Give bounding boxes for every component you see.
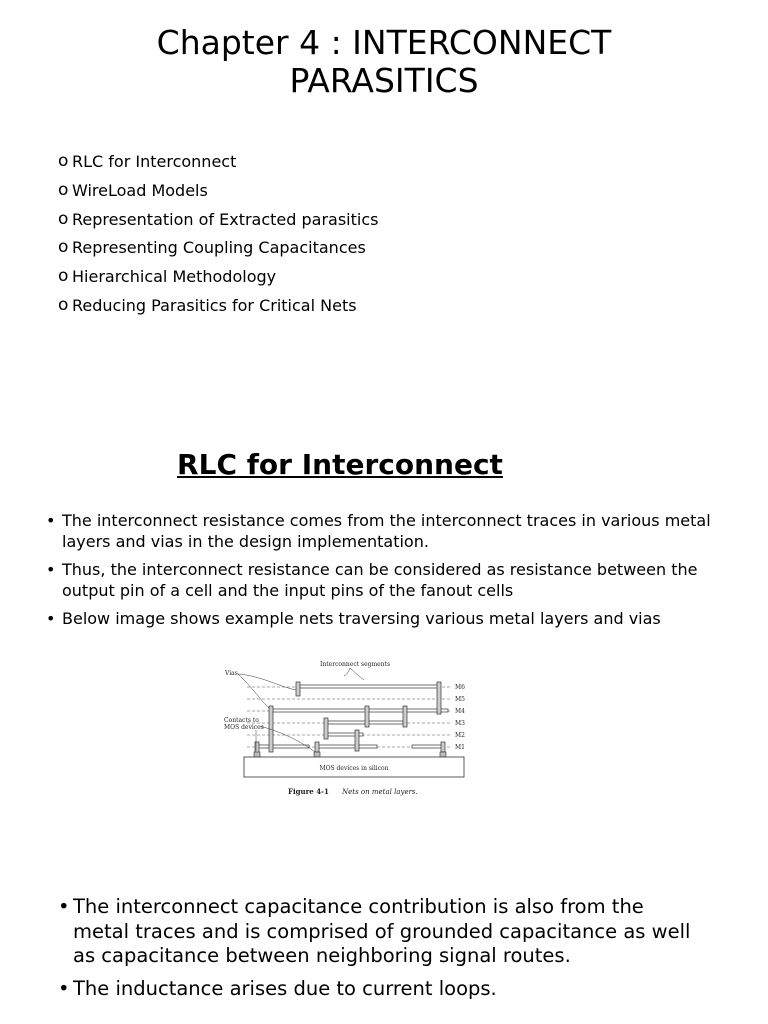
list-item bbox=[58, 208, 378, 237]
slide-2-title: RLC for Interconnect bbox=[177, 448, 503, 481]
list-item bbox=[58, 179, 378, 208]
circle-bullet-icon: o bbox=[58, 151, 69, 171]
layer-label-m4: M4 bbox=[455, 708, 465, 715]
list-item-text: The interconnect capacitance contribution is also from the metal traces and is comprised of grounded capacitance as well as capacitance between neighboring signal routes. bbox=[73, 895, 691, 967]
list-item-text: The interconnect resistance comes from the interconnect traces in various metal layers and vias in the design implementation. bbox=[62, 511, 711, 551]
bullet-icon: • bbox=[58, 976, 70, 1000]
capacitance-bullet-list bbox=[58, 895, 698, 1009]
list-item-text: Reducing Parasitics for Critical Nets bbox=[72, 295, 357, 315]
layer-label-m1: M1 bbox=[455, 744, 465, 751]
circle-bullet-icon: o bbox=[58, 266, 69, 287]
vias-label: Vias bbox=[225, 670, 238, 677]
layer-label-m2: M2 bbox=[455, 732, 465, 739]
nets-on-metal-layers-figure bbox=[222, 642, 488, 810]
list-item-text: Hierarchical Methodology bbox=[72, 267, 277, 287]
list-item-text: The inductance arises due to current loops. bbox=[73, 976, 497, 1000]
list-item bbox=[58, 294, 378, 323]
chapter-topic-list bbox=[58, 150, 378, 323]
list-item bbox=[44, 559, 734, 601]
slide-2 bbox=[0, 380, 768, 1024]
bullet-icon: • bbox=[46, 511, 56, 530]
list-item bbox=[58, 977, 698, 1002]
layer-label-m5: M5 bbox=[455, 696, 465, 703]
contacts-label-2: MOS devices bbox=[224, 724, 264, 731]
segments-label: Interconnect segments bbox=[320, 661, 391, 668]
list-item bbox=[58, 150, 378, 179]
list-item-text: Representation of Extracted parasitics bbox=[72, 209, 379, 229]
list-item bbox=[44, 608, 734, 629]
bullet-icon: • bbox=[58, 895, 70, 918]
list-item-text: Below image shows example nets traversing various metal layers and vias bbox=[62, 609, 661, 628]
layer-label-m3: M3 bbox=[455, 720, 465, 727]
silicon-label: MOS devices in silicon bbox=[319, 765, 389, 772]
list-item bbox=[58, 236, 378, 265]
title-line-1: Chapter 4 : INTERCONNECT bbox=[156, 23, 612, 62]
circle-bullet-icon: o bbox=[58, 237, 69, 258]
title-line-2: PARASITICS bbox=[289, 61, 479, 100]
slide-1-title bbox=[0, 24, 768, 100]
list-item-text: RLC for Interconnect bbox=[72, 152, 237, 171]
bullet-icon: • bbox=[46, 609, 56, 628]
slide-1 bbox=[0, 0, 768, 380]
circle-bullet-icon: o bbox=[58, 208, 69, 229]
list-item-text: Representing Coupling Capacitances bbox=[72, 238, 366, 258]
resistance-bullet-list bbox=[44, 510, 734, 636]
contacts-label-1: Contacts to bbox=[224, 717, 259, 724]
list-item-text: Thus, the interconnect resistance can be considered as resistance between the output pin of a cell and the input pins of the fanout cells bbox=[62, 560, 698, 600]
layer-label-m6: M6 bbox=[455, 684, 465, 691]
circle-bullet-icon: o bbox=[58, 179, 69, 200]
bullet-icon: • bbox=[46, 560, 56, 579]
list-item bbox=[58, 895, 698, 969]
list-item bbox=[58, 265, 378, 294]
list-item-text: WireLoad Models bbox=[72, 180, 208, 200]
circle-bullet-icon: o bbox=[58, 294, 69, 315]
figure-caption-text: Nets on metal layers. bbox=[342, 788, 418, 796]
list-item bbox=[44, 510, 734, 552]
figure-caption-number: Figure 4-1 bbox=[288, 787, 329, 796]
